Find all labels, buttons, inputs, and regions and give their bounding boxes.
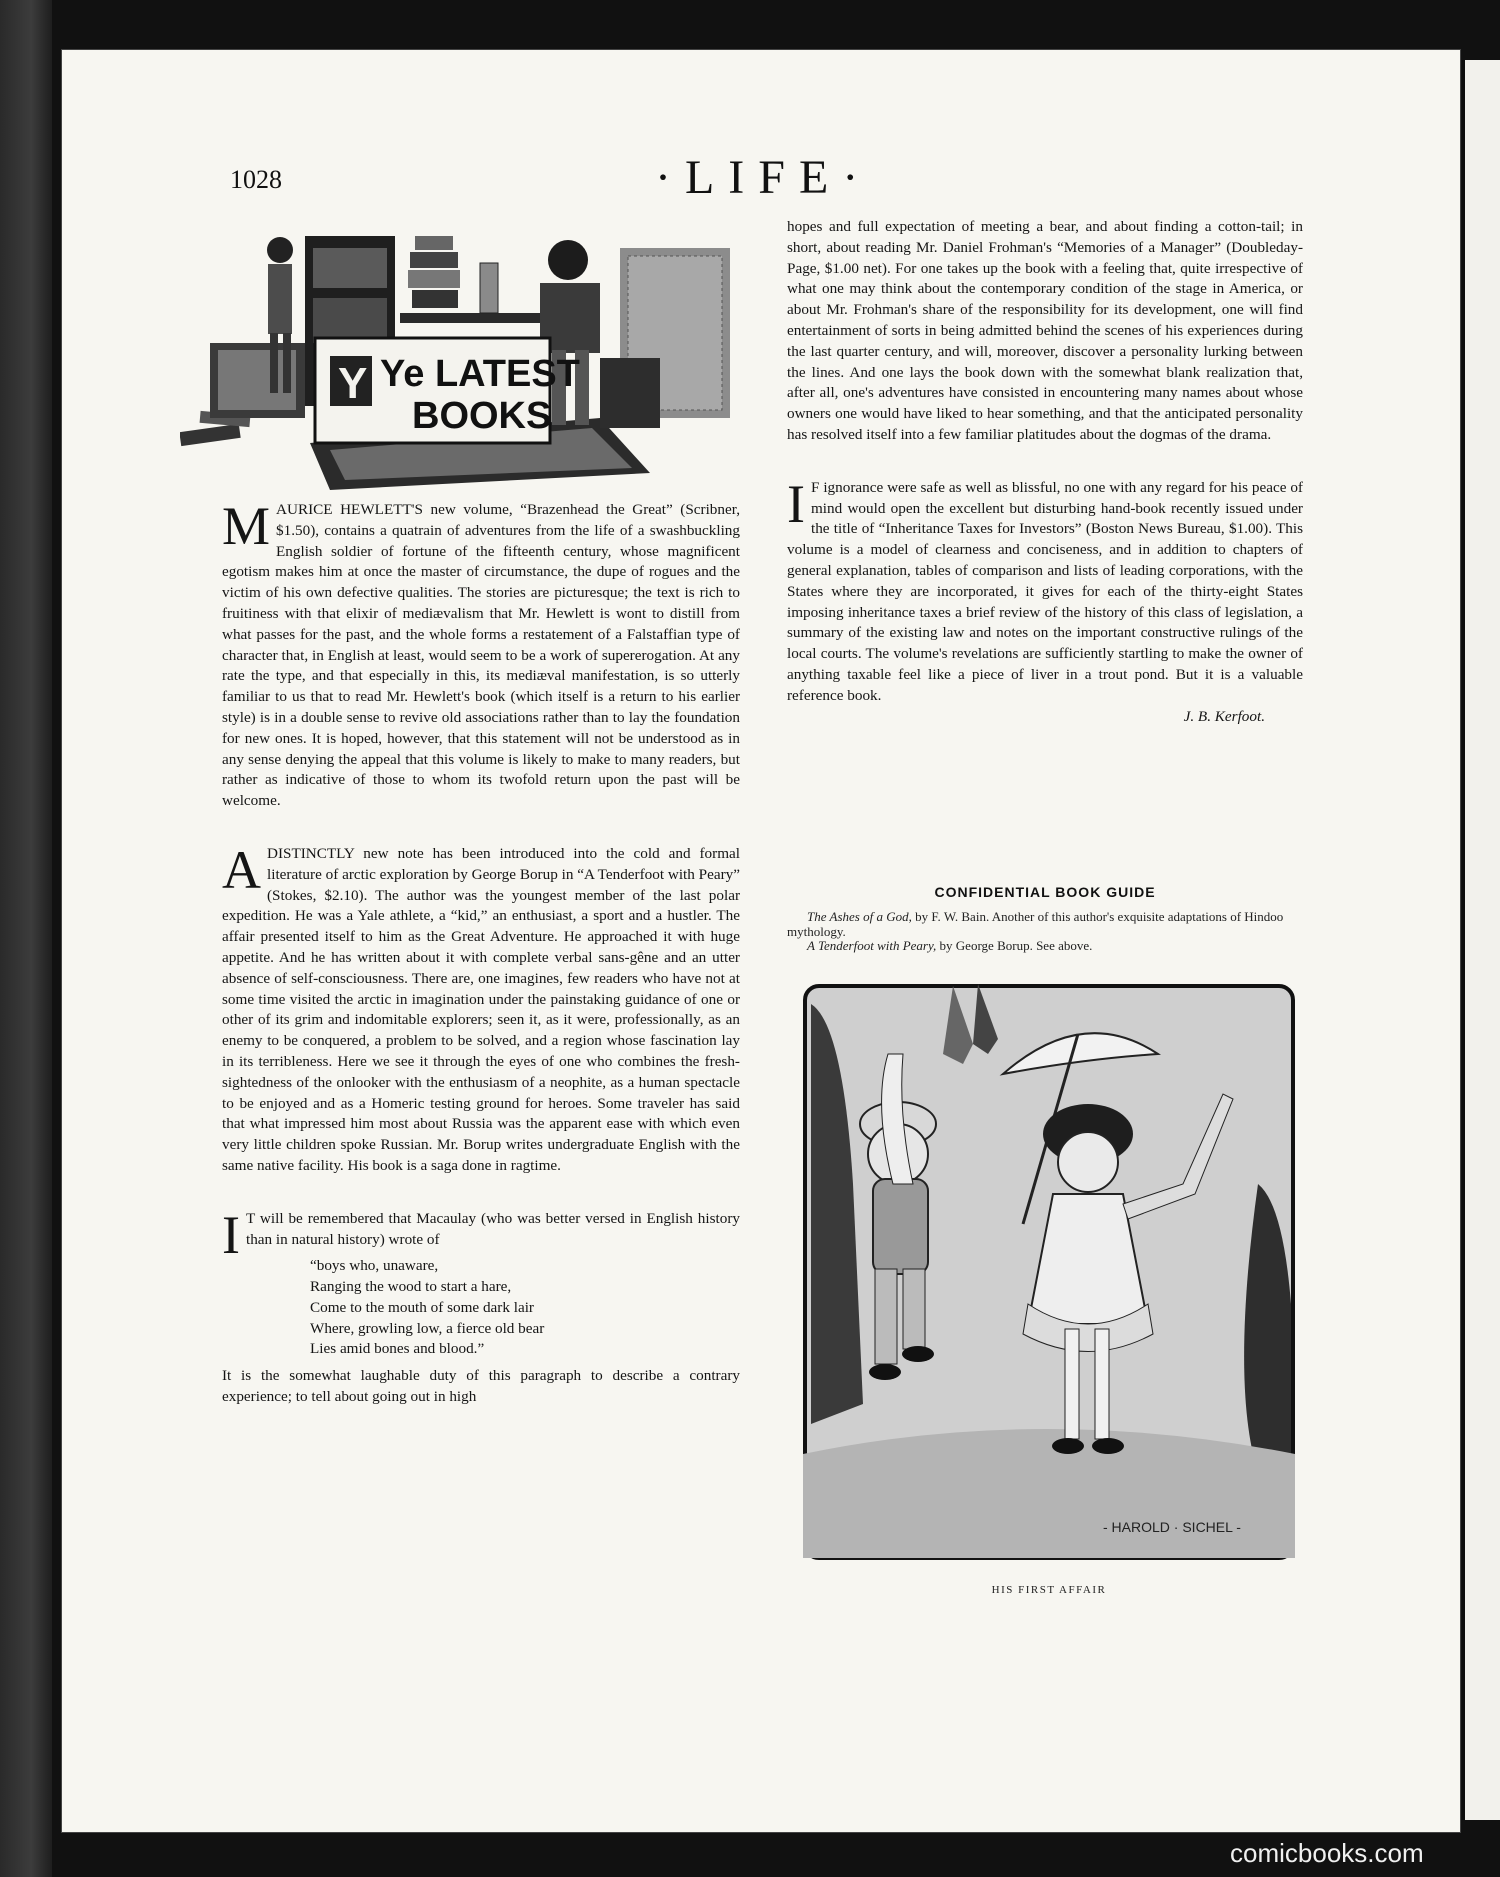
left-column <box>222 496 740 1408</box>
latest-books-header-illustration <box>180 228 755 493</box>
poem-line: “boys who, unaware, <box>310 1257 439 1275</box>
guide-entry-title: The Ashes of a God, <box>807 909 912 924</box>
illustration-caption: HIS FIRST AFFAIR <box>991 1584 1107 1596</box>
artist-signature: - HAROLD · SICHEL - <box>1103 1519 1241 1535</box>
guide-entry <box>787 939 1317 954</box>
drop-cap: A <box>222 839 261 900</box>
his-first-affair-illustration <box>803 984 1295 1560</box>
site-watermark: comicbooks.com <box>1230 1838 1424 1868</box>
macaulay-intro-text: T will be remembered that Macaulay (who was better versed in English history than in natural history) wrote of <box>245 1209 740 1248</box>
macaulay-intro <box>222 1204 740 1265</box>
review-borup <box>222 839 740 1177</box>
author-signature: J. B. Kerfoot. <box>1183 707 1265 725</box>
svg-text:Y: Y <box>338 359 368 408</box>
header-line-1: Ye LATEST <box>380 353 580 395</box>
review-frohman-start: It is the somewhat laughable duty of this paragraph to describe a contrary experience; to tell about going out in high <box>222 1367 740 1406</box>
review-hewlett-text: AURICE HEWLETT'S new volume, “Brazenhead the Great” (Scribner, $1.50), contains a quatrain of adventures from the life of a swashbuckling English soldier of fortune of the fifteenth century, whose magnificent egotism makes him at once the master of circumstance, the dupe of rogues and the victim of his own defective qualities. The stories are picturesque; the text is rich to fruitiness with that elixir of mediævalism that Mr. Hewlett is wont to distill from what passes for the past, and the whole forms a restatement of a Falstaffian type of character that, in English at least, would seem to be a work of supererogation. At any rate the type, and that especially in this, its mediæval manifestation, is so utterly familiar to us that to read Mr. Hewlett's book (which itself is a return to his earlier style) is in a double sense to revive old associations rather than to lay the foundation for new ones. It is hoped, however, that this statement will not be understood as in any sense denying the appeal that this volume is likely to make to many readers, but rather as indicative of those to whom its twofold return upon the past will be welcome. <box>222 501 740 810</box>
poem-line: Ranging the wood to start a hare, <box>310 1278 512 1296</box>
header-line-2: BOOKS <box>412 395 552 437</box>
poem-quote <box>310 1256 740 1360</box>
review-inheritance-text: F ignorance were safe as well as blissful, no one with any regard for his peace of mind would open the excellent but disturbing hand-book recently issued under the title of “Inheritance Taxes for Investors” (Boston News Bureau, $1.00). This volume is a model of clearness and conciseness, and in addition to chapters of general explanation, tables of comparison and lists of leading corporations, with the States where they are incorporated, it gives for each of the thirty-eight States imposing inheritance taxes a brief review of the history of this class of legislation, a summary of the existing law and notes on the important constructive rulings of the local courts. The volume's revelations are sufficiently startling to make the owner of anything taxable feel like a piece of liver in a trout pond. But it is a valuable reference book. <box>787 478 1303 704</box>
masthead-title: ·LIFE· <box>655 151 873 204</box>
right-column <box>787 217 1303 727</box>
review-borup-text: DISTINCTLY new note has been introduced into the cold and formal literature of arctic exploration by George Borup in “A Tenderfoot with Peary” (Stokes, $2.10). The author was the youngest member of the last polar expedition. He was a Yale athlete, a “kid,” an enthusiast, a sport and a hustler. The affair presented itself to him as the Great Adventure. He approached it with huge appetite. And he has written about it with complete verbal sans-gêne and an utter absence of self-consciousness. There are, one imagines, few readers who have not at some time visited the arctic in imagination under the painstaking guidance of one or other of its grim and indomitable explorers; seen it, as it were, professionally, as an enemy to be conquered, a problem to be solved, and a region whose fascination lay in its terribleness. Here we see it through the eyes of one who combines the fresh-sightedness of the onlooker with the enthusiasm of a neophite, as a human spectacle to be enjoyed and as a Homeric testing ground for heroes. Some traveler has said that what impressed him most about Russia was the apparent ease with which even very little children spoke Russian. Mr. Borup writes undergraduate English with the same native facility. His book is a saga done in ragtime. <box>222 844 740 1174</box>
drop-cap: M <box>222 496 271 556</box>
book-guide-title: CONFIDENTIAL BOOK GUIDE <box>934 884 1156 900</box>
drop-cap: I <box>222 1204 240 1265</box>
poem-line: Where, growling low, a fierce old bear <box>310 1319 545 1337</box>
next-page-edge <box>1462 60 1500 1820</box>
guide-entry-title: A Tenderfoot with Peary, <box>807 938 937 953</box>
poem-line: Lies amid bones and blood.” <box>310 1340 485 1358</box>
book-guide-entries <box>787 910 1317 954</box>
poem-line: Come to the mouth of some dark lair <box>310 1298 534 1316</box>
guide-entry-text: by George Borup. See above. <box>936 938 1093 953</box>
review-inheritance-taxes <box>787 473 1303 707</box>
review-hewlett <box>222 496 740 812</box>
drop-cap: I <box>787 473 805 534</box>
guide-entry <box>787 910 1317 939</box>
page-number: 1028 <box>230 165 282 194</box>
binding-edge <box>0 0 52 1877</box>
review-frohman-continued: hopes and full expectation of meeting a bear, and about finding a cotton-tail; in short, about reading Mr. Daniel Frohman's “Memories of a Manager” (Doubleday-Page, $1.00 net). For one takes up the book with a feeling that, quite irrespective of what one may think about the contemporary condition of the stage in America, or about Mr. Frohman's share of the responsibility for its development, one will find entertainment of sorts in being admitted behind the scenes of his experiences during the last quarter century, and will, moreover, discover a personality lurking between the lines. And one lays the book down with the somewhat blank realization that, after all, one's adventures have consisted in encountering many names about whose owners one would have liked to hear something, and that the anticipated personality has resolved itself into a few familiar platitudes about the dogmas of the drama. <box>787 218 1303 443</box>
guide-entry-text: by F. W. Bain. Another of this author's exquisite adaptations of Hindoo mythology. <box>787 909 1284 939</box>
